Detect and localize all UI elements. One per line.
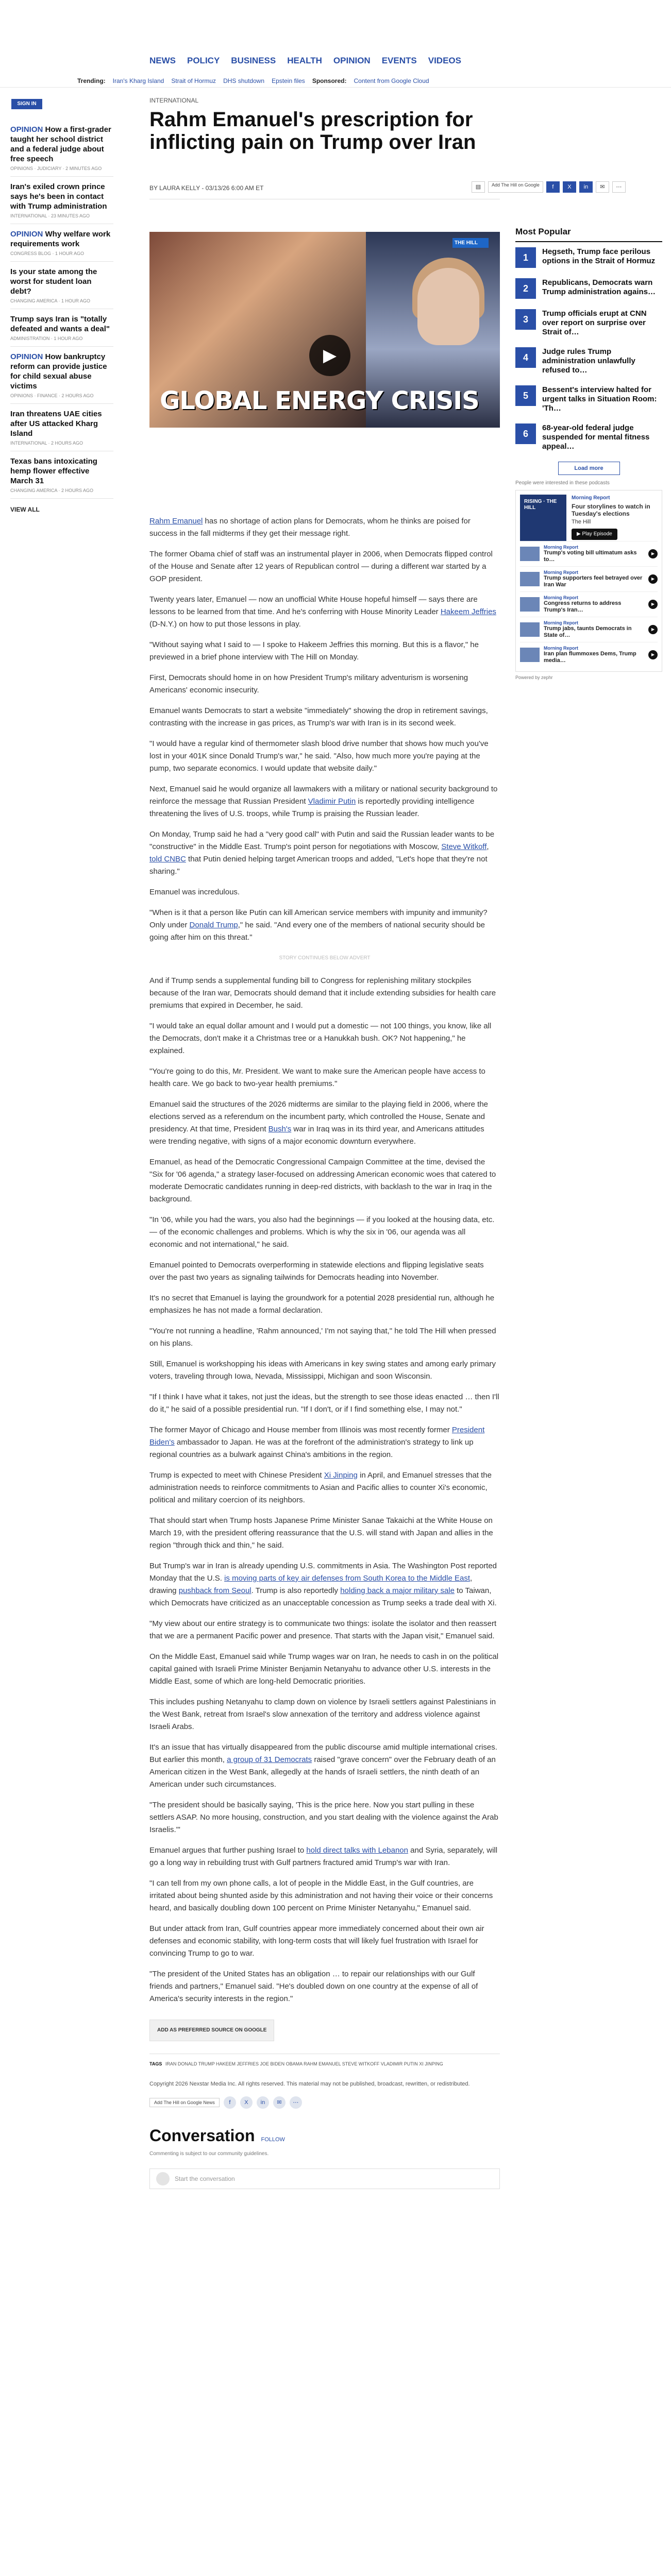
channel-badge: THE HILL: [452, 238, 489, 248]
text-run: The former Obama chief of staff was an instrumental player in 2006, when Democrats flipped control of the House and Senate after 12 years of Republican control — during a different war started by a GOP president.: [149, 550, 493, 583]
article-paragraph: [149, 1968, 500, 2005]
headline: Texas bans intoxicating hemp flower effective March 31: [10, 457, 97, 485]
episode-thumbnail: [520, 622, 540, 637]
text-run: It's an issue that has virtually disappeared from the public discourse amid multiple international crises. But earlier this month,: [149, 1743, 497, 1764]
podcast-source: The Hill: [572, 519, 591, 525]
article-paragraph: [149, 1469, 500, 1506]
text-run: has no shortage of action plans for Democrats, whom he thinks are poised for success in the fall midterms if they get their message right.: [149, 517, 471, 538]
inline-link[interactable]: Donald Trump: [189, 921, 238, 929]
view-all-link[interactable]: VIEW ALL: [10, 506, 40, 513]
article-paragraph: [149, 975, 500, 1012]
nav-business[interactable]: BUSINESS: [231, 56, 276, 65]
text-run: Emanuel, as head of the Democratic Congressional Campaign Committee at the time, devised the "Six for '06 agenda," a strategy laser-focused on addressing American economic woes that catered to moderate Democratic candidates running in deep-red districts, with backlash to the war in Iraq in the background.: [149, 1158, 496, 1204]
text-run: is reportedly providing intelligence threatening the lives of U.S. troops, while Trump is praising the Russian leader.: [149, 797, 475, 818]
headline: Is your state among the worst for student loan debt?: [10, 267, 97, 296]
article-paragraph: [149, 1651, 500, 1688]
load-more-button[interactable]: Load more: [558, 462, 620, 475]
text-run: (D-N.Y.) on how to put those lessons in play.: [149, 620, 301, 629]
podcast-episode-row[interactable]: Morning Report Congress returns to address Trump's Iran… ▶: [520, 591, 658, 617]
headline: Republicans, Democrats warn Trump administration agains…: [542, 278, 656, 296]
inline-link[interactable]: pushback from Seoul: [178, 1586, 251, 1595]
item-meta: INTERNATIONAL · 2 HOURS AGO: [10, 440, 83, 446]
article-paragraph: [149, 1214, 500, 1251]
text-run: The former Mayor of Chicago and House member from Illinois was most recently former: [149, 1426, 452, 1434]
podcast-episode-row[interactable]: Morning Report Trump jabs, taunts Democrats in State of… ▶: [520, 617, 658, 642]
text-run: war in Iraq was in its third year, and Americans attitudes were trending negative, with signs of a major economic downturn everywhere.: [149, 1125, 484, 1146]
article-paragraph: [149, 705, 500, 730]
main-nav: [149, 56, 461, 66]
linkedin-icon[interactable]: in: [579, 181, 593, 193]
article-paragraph: [149, 1156, 500, 1206]
headline: Iran's exiled crown prince says he's been in contact with Trump administration: [10, 182, 107, 211]
more-icon[interactable]: ⋯: [290, 2096, 302, 2109]
advert-note: STORY CONTINUES BELOW ADVERT: [279, 955, 371, 961]
most-popular-heading: Most Popular: [515, 227, 662, 242]
text-run: "I can tell from my own phone calls, a lot of people in the Middle East, in the Gulf countries, are irritated about being shunted aside by this administration and not having their voice or their concerns heard, and basically doubling down 100 percent on Prime Minister Netanyahu," Emanuel said.: [149, 1879, 493, 1912]
nav-news[interactable]: NEWS: [149, 56, 176, 65]
list-item[interactable]: [10, 262, 113, 309]
list-item[interactable]: [10, 347, 113, 404]
nav-policy[interactable]: POLICY: [187, 56, 220, 65]
article-paragraph: [149, 594, 500, 631]
text-run: Still, Emanuel is workshopping his ideas with Americans in key swing states and among early primary voters, traveling through Iowa, Nevada, Mississippi, Michigan and soon Wisconsin.: [149, 1360, 496, 1381]
play-icon[interactable]: ▶: [309, 335, 350, 376]
article-paragraph: [149, 1618, 500, 1642]
list-item[interactable]: [515, 242, 662, 273]
page-title: Rahm Emanuel's prescription for inflicting pain on Trump over Iran: [149, 108, 476, 154]
episode-thumbnail: [520, 597, 540, 612]
text-run: "The president of the United States has an obligation … to repair our relationships with our Gulf friends and partners," Emanuel said. "He's doubled down on one country at the expense of all of America's security interests in the region.": [149, 1970, 478, 2003]
inline-link[interactable]: Rahm Emanuel: [149, 517, 203, 526]
nav-events[interactable]: EVENTS: [381, 56, 417, 65]
article-paragraph: [149, 639, 500, 664]
powered-by: Powered by zephr: [515, 675, 553, 680]
text-run: On the Middle East, Emanuel said while Trump wages war on Iran, he needs to cash in on the political capital gained with Israeli Prime Minister Benjamin Netanyahu to advance other U.S. interests in the Middle East, some of which are long-held Democratic priorities.: [149, 1652, 499, 1686]
list-item[interactable]: [515, 304, 662, 342]
rank-number: 4: [515, 347, 536, 368]
nav-health[interactable]: HEALTH: [287, 56, 322, 65]
list-item[interactable]: [515, 342, 662, 380]
text-run: . Trump is also reportedly: [251, 1586, 341, 1595]
text-run: "You're not running a headline, 'Rahm announced,' I'm not saying that," he told The Hill when pressed on his plans.: [149, 1327, 496, 1348]
comment-placeholder: Start the conversation: [175, 2175, 235, 2182]
preferred-source-button[interactable]: ADD AS PREFERRED SOURCE ON GOOGLE: [149, 2020, 274, 2041]
article-body: [149, 515, 500, 2189]
list-item[interactable]: [515, 273, 662, 304]
headline: Hegseth, Trump face perilous options in the Strait of Hormuz: [542, 247, 656, 265]
video-player[interactable]: [149, 232, 500, 428]
tags: [149, 2054, 500, 2067]
comments-icon[interactable]: ▤: [472, 181, 485, 193]
sign-in-button[interactable]: SIGN IN: [11, 99, 42, 109]
text-run: "In '06, while you had the wars, you also had the beginnings — if you looked at the housing data, etc. — of the economic challenges and problems. Which is why the six in '06, our agenda was all economic and not international," he said.: [149, 1215, 495, 1249]
text-run: ," he said. "And every one of the members of national security should be going after him on this threat.": [149, 921, 485, 942]
item-meta: INTERNATIONAL · 23 MINUTES AGO: [10, 213, 90, 218]
article-paragraph: [149, 1292, 500, 1317]
text-run: Emanuel said the structures of the 2026 midterms are similar to the playing field in 2006, where the elections served as a referendum on the incumbent party, which controlled the House, Senate and presidency. At that time, President: [149, 1100, 489, 1133]
text-run: "When is it that a person like Putin can kill American service members with impunity and immunity? Only under: [149, 908, 488, 929]
list-item[interactable]: [10, 404, 113, 451]
trending-link[interactable]: Iran's Kharg Island: [112, 77, 164, 84]
article-paragraph: [149, 1358, 500, 1383]
inline-link[interactable]: holding back a major military sale: [340, 1586, 455, 1595]
tag-list[interactable]: IRAN DONALD TRUMP HAKEEM JEFFRIES JOE BIDEN OBAMA RAHM EMANUEL STEVE WITKOFF VLADIMIR PUTIN XI JINPING: [165, 2061, 443, 2066]
podcast-artwork: RISING · THE HILL: [520, 495, 566, 541]
article-paragraph: [149, 738, 500, 775]
sponsored-label: Sponsored:: [312, 77, 347, 84]
conversation-title: Conversation: [149, 2126, 255, 2145]
list-item[interactable]: [10, 177, 113, 224]
text-run: It's no secret that Emanuel is laying the groundwork for a potential 2028 presidential run, although he emphasizes he has not made a formal declaration.: [149, 1294, 495, 1315]
article-paragraph: [149, 1877, 500, 1914]
inline-link[interactable]: hold direct talks with Lebanon: [306, 1846, 408, 1855]
podcast-show: Morning Report: [572, 495, 610, 501]
headline: How bankruptcy reform can provide justice for child sexual abuse victims: [10, 352, 107, 391]
headline: How a first-grader taught her school district and a federal judge about free speech: [10, 125, 111, 163]
text-run: And if Trump sends a supplemental funding bill to Congress for replenishing military stockpiles because of the Iran war, Democrats should demand that it include extending subsidies for health care premiums that expired in December, he said.: [149, 976, 496, 1010]
item-meta: ADMINISTRATION · 1 HOUR AGO: [10, 336, 83, 341]
opinion-tag: OPINION: [10, 352, 43, 361]
article-paragraph: [149, 907, 500, 944]
headline: Trump says Iran is "totally defeated and wants a deal": [10, 315, 110, 333]
facebook-icon[interactable]: f: [546, 181, 560, 193]
text-run: But under attack from Iran, Gulf countries appear more immediately concerned about their own air defenses and economic stability, with long-term costs that will likely fuel frustration with Israel for convincing Trump to go to war.: [149, 1924, 484, 1958]
article-paragraph: [149, 1844, 500, 1869]
rank-number: 2: [515, 278, 536, 299]
play-episode-button[interactable]: ▶ Play Episode: [572, 529, 617, 540]
social-bar: [149, 2096, 500, 2109]
headline: Why welfare work requirements work: [10, 230, 111, 248]
anchor-face: [417, 268, 479, 345]
article-paragraph: [149, 828, 500, 878]
play-icon[interactable]: ▶: [648, 600, 658, 609]
episode-thumbnail: [520, 572, 540, 586]
item-meta: OPINIONS · JUDICIARY · 2 MINUTES AGO: [10, 166, 102, 171]
text-run: This includes pushing Netanyahu to clamp down on violence by Israeli settlers against Palestinians in the West Bank, retreat from Israel's slow annexation of the territory and address violence against Israeli Arabs.: [149, 1698, 496, 1731]
headline: Trump officials erupt at CNN over report on surprise over Strait of…: [542, 309, 647, 336]
article-paragraph: [149, 1065, 500, 1090]
conversation-guidelines: Commenting is subject to our community guidelines.: [149, 2151, 269, 2157]
headline: 68-year-old federal judge suspended for mental fitness appeal…: [542, 423, 650, 451]
text-run: "I would have a regular kind of thermometer slash blood drive number that shows how much you've lost in your 401K since Donald Trump's war," he said. "Also, how much more you're paying at the pump, two separate economics. I would update that website daily.": [149, 739, 489, 773]
article-paragraph: [149, 515, 500, 540]
inline-link[interactable]: Xi Jinping: [324, 1471, 358, 1480]
latest-news-rail: [10, 120, 113, 513]
google-news-button[interactable]: Add The Hill on Google News: [149, 2098, 220, 2107]
rank-number: 6: [515, 423, 536, 444]
follow-button[interactable]: FOLLOW: [261, 2137, 285, 2143]
text-run: ambassador to Japan. He was at the forefront of the administration's strategy to link up regional countries as a bulwark against China's ambitions in the region.: [149, 1438, 474, 1459]
text-run: Emanuel argues that further pushing Israel to: [149, 1846, 307, 1855]
article-paragraph: [149, 1259, 500, 1284]
opinion-tag: OPINION: [10, 125, 43, 134]
email-icon[interactable]: ✉: [596, 181, 609, 193]
item-meta: OPINIONS · FINANCE · 2 HOURS AGO: [10, 393, 94, 398]
article-paragraph: [149, 1741, 500, 1791]
article-paragraph: [149, 1515, 500, 1552]
video-title: [160, 386, 479, 415]
nav-videos[interactable]: VIDEOS: [428, 56, 461, 65]
text-run: "The president should be basically saying, 'This is the price here. Now you start pulling in these settlers ASAP. No more housing, construction, and you start dealing with the violence against the Arab Israelis.'": [149, 1801, 498, 1834]
article-paragraph: [149, 548, 500, 585]
copyright: Copyright 2026 Nexstar Media Inc. All rights reserved. This material may not be published, broadcast, rewritten, or redistributed.: [149, 2081, 470, 2087]
trending-link[interactable]: DHS shutdown: [223, 77, 265, 84]
text-run: Trump is expected to meet with Chinese President: [149, 1471, 324, 1480]
play-icon[interactable]: ▶: [648, 650, 658, 659]
inline-link[interactable]: a group of 31 Democrats: [227, 1755, 312, 1764]
article-paragraph: [149, 1560, 500, 1609]
email-icon[interactable]: ✉: [273, 2096, 286, 2109]
trending-link[interactable]: Strait of Hormuz: [171, 77, 216, 84]
headline: Judge rules Trump administration unlawfully refused to…: [542, 347, 635, 375]
text-run: ,: [487, 842, 489, 851]
sponsored-link[interactable]: Content from Google Cloud: [354, 77, 429, 84]
article-paragraph: [149, 1098, 500, 1148]
x-icon[interactable]: X: [240, 2096, 253, 2109]
inline-link[interactable]: President Biden's: [149, 1426, 485, 1447]
inline-link[interactable]: Vladimir Putin: [308, 797, 356, 806]
trending-bar: [77, 77, 429, 84]
text-run: to Taiwan, which Democrats have criticized as an unacceptable concession as Trump seeks a trade deal with Xi.: [149, 1586, 497, 1607]
video-title-left: GLOBAL ENERGY: [160, 386, 383, 415]
inline-link[interactable]: Bush's: [268, 1125, 292, 1133]
inline-link[interactable]: told CNBC: [149, 855, 186, 863]
tags-label: TAGS: [149, 2061, 162, 2066]
google-preferred-button[interactable]: Add The Hill on Google: [488, 181, 543, 193]
x-icon[interactable]: X: [563, 181, 576, 193]
video-title-right: CRISIS: [391, 386, 479, 415]
conversation-heading: [149, 2126, 500, 2146]
play-icon[interactable]: ▶: [648, 625, 658, 634]
inline-link[interactable]: Hakeem Jeffries: [440, 607, 496, 616]
list-item[interactable]: [10, 309, 113, 347]
episode-thumbnail: [520, 648, 540, 662]
most-popular-rail: [515, 227, 662, 680]
more-icon[interactable]: ⋯: [612, 181, 626, 193]
inline-link[interactable]: Steve Witkoff: [441, 842, 487, 851]
list-item[interactable]: [515, 418, 662, 456]
paragraphs: [149, 515, 500, 2005]
article-paragraph: [149, 672, 500, 697]
rank-number: 5: [515, 385, 536, 406]
headline: Bessent's interview halted for urgent talks in Situation Room: 'Th…: [542, 385, 657, 413]
article-paragraph: [149, 1020, 500, 1057]
text-run: Twenty years later, Emanuel — now an unofficial White House hopeful himself — says there are lessons to be learned from that time. And he's conferring with House Minority Leader: [149, 595, 478, 616]
text-run: and Syria, separately, will go a long way in rebuilding trust with Gulf partners fractured amid Trump's war with Iran.: [149, 1846, 498, 1867]
section-label[interactable]: INTERNATIONAL: [149, 97, 199, 104]
text-run: "I would take an equal dollar amount and I would put a domestic — not 100 things, you know, like all the Democrats, don't make it a Christmas tree or a Hanukkah bush. OK? Not happening," he explained.: [149, 1022, 492, 1055]
play-icon[interactable]: ▶: [648, 574, 658, 584]
comment-input[interactable]: [149, 2168, 500, 2189]
text-run: First, Democrats should home in on how President Trump's military adventurism is worsening Americans' economic insecurity.: [149, 673, 468, 694]
list-item[interactable]: [10, 120, 113, 177]
text-run: Emanuel was incredulous.: [149, 888, 240, 896]
inline-link[interactable]: is moving parts of key air defenses from South Korea to the Middle East: [224, 1574, 470, 1583]
article-paragraph: [149, 1391, 500, 1416]
text-run: "You're going to do this, Mr. President. We want to make sure the American people have access to health care. We go back to two-year health premiums.": [149, 1067, 485, 1088]
article-paragraph: [149, 1325, 500, 1350]
opinion-tag: OPINION: [10, 230, 43, 239]
item-meta: CHANGING AMERICA · 1 HOUR AGO: [10, 298, 91, 303]
text-run: "My view about our entire strategy is to communicate two things: isolate the isolator and then reassert that we are a permanent Pacific power and presence. That starts with the Japan visit," Emanuel said.: [149, 1619, 497, 1640]
trending-label: Trending:: [77, 77, 106, 84]
podcast-note: People were interested in these podcasts: [515, 480, 610, 486]
text-run: But Trump's war in Iran is already upending U.S. commitments in Asia. The Washington Post reported Monday that the U.S.: [149, 1562, 497, 1583]
text-run: "Without saying what I said to — I spoke to Hakeem Jeffries this morning. But this is a flavor," he previewed in a brief phone interview with The Hill on Monday.: [149, 640, 479, 662]
item-meta: CHANGING AMERICA · 2 HOURS AGO: [10, 488, 94, 493]
text-run: Next, Emanuel said he would organize all lawmakers with a military or national security background to reinforce the message that Russian President: [149, 785, 498, 806]
text-run: On Monday, Trump said he had a "very good call" with Putin and said the Russian leader wants to be "constructive" in the Middle East. Trump's point person for negotiations with Moscow,: [149, 830, 495, 851]
text-run: That should start when Trump hosts Japanese Prime Minister Sanae Takaichi at the White House on March 19, with the president offering reassurance that the U.S. will stand with Japan and allies in the region "through thick and thin," he said.: [149, 1516, 493, 1550]
byline: BY LAURA KELLY - 03/13/26 6:00 AM ET: [149, 184, 264, 192]
list-item[interactable]: [10, 451, 113, 499]
article-paragraph: [149, 886, 500, 899]
episode-thumbnail: [520, 547, 540, 561]
article-paragraph: [149, 1696, 500, 1733]
top-navigation: [0, 0, 671, 88]
article-paragraph: [149, 1424, 500, 1461]
avatar: [156, 2172, 170, 2185]
text-run: "If I think I have what it takes, not just the ideas, but the strength to see those ideas enacted … then I'll do it," he said of a possible presidential run. "If I don't, or if I find something else, I may not.": [149, 1393, 499, 1414]
text-run: raised "grave concern" over the February death of an American citizen in the West Bank, allegedly at the hands of Israeli settlers, the ninth death of an American under such circumstances.: [149, 1755, 496, 1789]
rank-number: 3: [515, 309, 536, 330]
podcast-episode-row[interactable]: Morning Report Trump's voting bill ultimatum asks to… ▶: [520, 541, 658, 566]
podcast-episode-row[interactable]: Morning Report Trump supporters feel betrayed over Iran War ▶: [520, 566, 658, 591]
text-run: Emanuel pointed to Democrats overperforming in statewide elections and flipping legislative seats over the past two years as signaling tailwinds for Democrats heading into November.: [149, 1261, 484, 1282]
text-run: that Putin denied helping target American troops and added, "Let's hope that they're not sharing.": [149, 855, 488, 876]
trending-link[interactable]: Epstein files: [272, 77, 305, 84]
article-paragraph: [149, 1923, 500, 1960]
podcast-episode-row[interactable]: Morning Report Iran plan flummoxes Dems, Trump media… ▶: [520, 642, 658, 667]
item-meta: CONGRESS BLOG · 1 HOUR AGO: [10, 251, 85, 256]
article-paragraph: [149, 783, 500, 820]
article-paragraph: [149, 1799, 500, 1836]
facebook-icon[interactable]: f: [224, 2096, 236, 2109]
rank-number: 1: [515, 247, 536, 268]
share-bar: [472, 181, 626, 193]
play-icon[interactable]: ▶: [648, 549, 658, 558]
text-run: in April, and Emanuel stresses that the administration needs to reinforce commitments to Asian and Pacific allies to counter Xi's economic, political and military coercion of its neighbors.: [149, 1471, 492, 1504]
text-run: , drawing: [149, 1574, 473, 1595]
text-run: Emanuel wants Democrats to start a website "immediately" showing the drop in retirement savings, contrasting with the increase in gas prices, as Trump's war with Iran is in its second week.: [149, 706, 488, 727]
list-item[interactable]: [515, 380, 662, 418]
list-item[interactable]: [10, 224, 113, 262]
headline: Iran threatens UAE cities after US attacked Kharg Island: [10, 410, 102, 438]
podcast-widget: [515, 490, 662, 672]
linkedin-icon[interactable]: in: [257, 2096, 269, 2109]
nav-opinion[interactable]: OPINION: [333, 56, 371, 65]
podcast-episode-title: Four storylines to watch in Tuesday's elections: [572, 503, 650, 517]
